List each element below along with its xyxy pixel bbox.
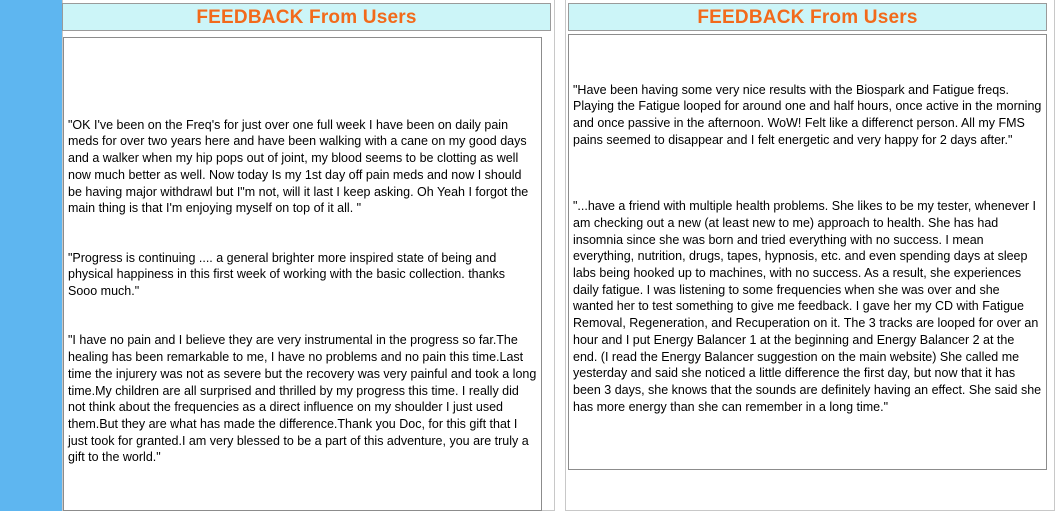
testimonial-text: "I have no pain and I believe they are very instrumental in the progress so far.The healing has been remarkable to me, I have no problems and no pain this time.Last time the injurery was not as severe but the recovery was very painful and took a long time.My children are all surprised and thrilled by my progress this time. I really did not think about the frequencies as a direct influence on my shoulder I just used them.But they are what has made the difference.Thank you Doc, for this gift that I just took for granted.I am very blessed to be a part of this adventure, you are truly a gift to the world." [68,333,537,465]
left-accent-strip [0,0,62,511]
right-panel-title: FEEDBACK From Users [568,3,1047,31]
testimonial-text: "Progress is continuing .... a general brighter more inspired state of being and physical happiness in this first week of working with the basic collection. thanks Sooo much." [68,250,506,299]
left-testimonials-box [63,37,542,511]
right-testimonials-box [568,34,1047,470]
testimonial-text: "OK I've been on the Freq's for just over one full week I have been on daily pain meds for over two years here and have been walking with a cane on my good days and a walker when my hip pops out of joint, my blood seems to be clotting as well now much better as well. Now today Is my 1st day off pain meds and now I should be having major withdrawl but I"m not, will it last I keep asking. Oh Yeah I forgot the main thing is that I'm enjoying myself on top of it all. " [68,117,529,216]
left-panel-title: FEEDBACK From Users [62,3,551,31]
testimonial-text: "Have been having some very nice results with the Biospark and Fatigue freqs. Playing the Fatigue looped for around one and half hours, once active in the morning and once passive in the afternoon. WoW! Felt like a differenct person. All my FMS pains seemed to disappear and I felt energetic and very happy for 2 days after." [573,82,1042,147]
testimonial-text: "...have a friend with multiple health problems. She likes to be my tester, whenever I am checking out a new (at least new to me) approach to health. She has had insomnia since she was born and tried everything with no success. I mean everything, nutrition, drugs, tapes, hypnosis, etc. and even spending days at sleep labs being hooked up to machines, with no success. As a result, she experiences daily fatigue. I was listening to some frequencies when she was over and she wanted her to test something to give me feedback. I gave her my CD with Fatigue Removal, Regeneration, and Recuperation on it. The 3 tracks are looped for over an hour and I put Energy Balancer 1 at the beginning and Energy Balancer 2 at the end. (I read the Energy Balancer suggestion on the main website) She called me yesterday and said she noticed a little difference the first day, but now that it has been 3 days, she knows that the sounds are definitely having an effect. She said she has more energy than she can remember in a long time." [573,199,1042,414]
